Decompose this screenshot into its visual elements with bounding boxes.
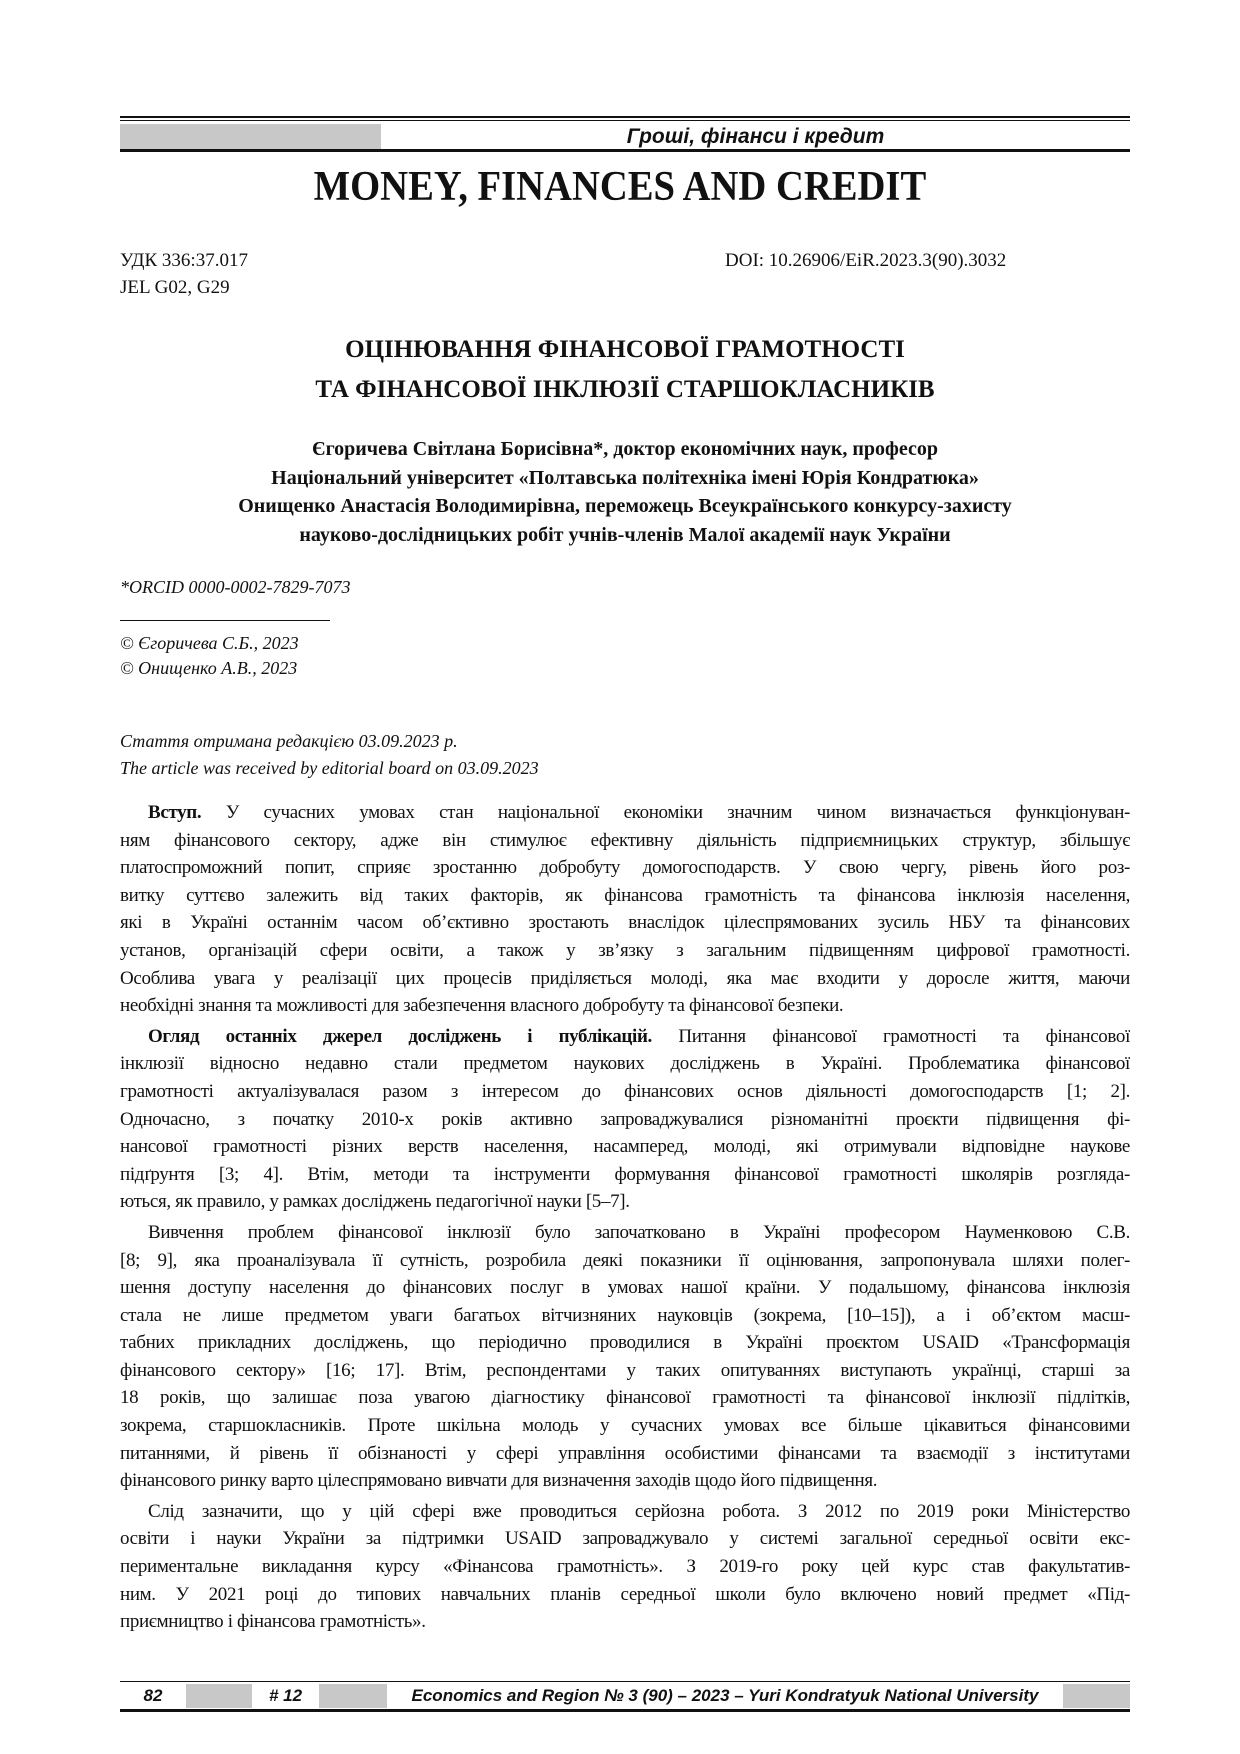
section-title-ua: Гроші, фінанси і кредит: [626, 125, 885, 148]
jel-code: JEL G02, G29: [120, 277, 230, 298]
text-line: [120, 799, 1130, 827]
text-line: грамотності актуалізувалася разом з інтересом до фінансових основ діяльності домогосподарств [1; 2].: [120, 1080, 1130, 1102]
received-ua: Стаття отримана редакцією 03.09.2023 р.: [120, 731, 458, 751]
article-title-line: ТА ФІНАНСОВОЇ ІНКЛЮЗІЇ СТАРШОКЛАСНИКІВ: [315, 376, 935, 403]
author-line: науково-дослідницьких робіт учнів-членів Малої академії наук України: [299, 523, 951, 546]
text-line: стала не лише предметом уваги багатьох вітчизняних науковців (зокрема, [10–15]), а і об’єктом масш-: [120, 1304, 1130, 1326]
text-line: платоспроможний попит, сприяє зростанню добробуту домогосподарств. У свою чергу, рівень його роз-: [120, 857, 1130, 879]
text-line: фінансового сектору» [16; 17]. Втім, респондентами у таких опитуваннях виступають українці, старші за: [120, 1359, 1130, 1381]
header-top-rule: [120, 116, 1130, 118]
article-title: [120, 330, 1130, 410]
text-line: витку суттєво залежить від таких факторів, як фінансова грамотність та фінансова інклюзія населення,: [120, 884, 1130, 906]
text-line: шення доступу населення до фінансових послуг в умовах нашої країни. У подальшому, фінансова інклюзія: [120, 1277, 1130, 1299]
section-title-en: [0, 160, 1240, 214]
footer-gray-block: [1063, 1684, 1130, 1708]
text-line: інклюзії відносно недавно стали предметом наукових досліджень в Україні. Проблематика фінансової: [120, 1053, 1130, 1075]
text-line: нансової грамотності різних верств населення, насамперед, молоді, які отримували відповідне наукове: [120, 1136, 1130, 1158]
lead-heading: Огляд останніх джерел досліджень і публікацій.: [148, 1025, 652, 1047]
footer-gray-block: [186, 1684, 252, 1708]
text-line: Слід зазначити, що у цій сфері вже проводиться серйозна робота. З 2012 по 2019 роки Міністерство: [148, 1500, 1130, 1522]
header-gray-block: [120, 124, 381, 149]
author-line: Онищенко Анастасія Володимирівна, переможець Всеукраїнського конкурсу-захисту: [238, 495, 1012, 517]
footer-gray-block: [319, 1684, 387, 1708]
text-line: необхідні знання та можливості для забезпечення власного добробуту та фінансової безпеки.: [120, 995, 844, 1017]
section-title-en-text: MONEY, FINANCES AND CREDIT: [313, 164, 927, 210]
copyright-1: © Єгоричева С.Б., 2023: [120, 633, 299, 653]
text-line: фінансового ринку варто цілеспрямовано вивчати для визначення заходів щодо його підвищення.: [120, 1470, 878, 1492]
text-line: установ, організацій сфери освіти, а також у зв’язку з загальним підвищенням цифрової грамотності.: [120, 939, 1130, 961]
text-line: зокрема, старшокласників. Проте шкільна молодь у сучасних умовах все більше цікавиться фінансовими: [120, 1415, 1130, 1437]
paragraph-inclusion: [120, 1219, 1130, 1495]
text-line: [8; 9], яка проаналізувала її сутність, розробила деякі показники її оцінювання, запропонувала шляхи полег-: [120, 1249, 1130, 1271]
copyright-2: © Онищенко А.В., 2023: [120, 658, 298, 678]
article-body: [120, 799, 1130, 1639]
text-line: 18 років, що залишає поза увагою діагностику фінансової грамотності та фінансової інклюзії підлітків,: [120, 1387, 1130, 1409]
udk-code: УДК 336:37.017: [120, 250, 248, 271]
authors-block: [100, 435, 1150, 549]
text-line: [120, 1023, 1130, 1051]
text-line: освіти і науки України за підтримки USAID запроваджувало у системі загальної середньої освіти екс-: [120, 1528, 1130, 1550]
text-line: табних прикладних досліджень, що періодично проводилися в Україні проєктом USAID «Трансформація: [120, 1332, 1130, 1354]
text-line: ються, як правило, у рамках досліджень педагогічної науки [5–7].: [120, 1191, 630, 1213]
page-number: 82: [143, 1686, 163, 1705]
orcid: *ORCID 0000-0002-7829-7073: [120, 577, 351, 597]
text-span: Питання фінансової грамотності та фінансової: [651, 1025, 1130, 1047]
paragraph-review: [120, 1023, 1130, 1216]
footnote-separator: [120, 620, 330, 621]
text-span: У сучасних умовах стан національної економіки значним чином визначається функціонуван-: [201, 802, 1130, 823]
header-top-rule-thin: [120, 120, 1130, 121]
text-line: Особлива увага у реалізації цих процесів приділяється молоді, яка має входити у доросле життя, маючи: [120, 967, 1130, 989]
footer-top-rule: [120, 1681, 1130, 1682]
text-line: ним. У 2021 році до типових навчальних планів середньої школи було включено новий предмет «Під-: [120, 1583, 1130, 1605]
footer-bottom-rule: [120, 1709, 1130, 1712]
text-line: приємництво і фінансова грамотність».: [120, 1611, 426, 1633]
paragraph-ministry: [120, 1498, 1130, 1636]
article-title-line: ОЦІНЮВАННЯ ФІНАНСОВОЇ ГРАМОТНОСТІ: [345, 336, 905, 363]
text-line: які в Україні останнім часом об’єктивно зростають внаслідок цілеспрямованих зусиль НБУ та фінансових: [120, 912, 1130, 934]
paragraph-intro: [120, 799, 1130, 1020]
received-en: The article was received by editorial board on 03.09.2023: [120, 758, 539, 778]
issue-number: # 12: [268, 1686, 303, 1705]
text-line: ням фінансового сектору, адже він стимулює ефективну діяльність підприємницьких структур, збільшує: [120, 829, 1130, 851]
text-line: Одночасно, з початку 2010-х років активно запроваджувалися різноманітні проєкти підвищення фі-: [120, 1108, 1130, 1130]
text-line: питаннями, й рівень її обізнаності у сфері управління особистими фінансами та взаємодії з інститутами: [120, 1442, 1130, 1464]
author-line: Єгоричева Світлана Борисівна*, доктор економічних наук, професор: [312, 438, 938, 460]
header-bottom-rule: [120, 149, 1130, 152]
text-line: Вивчення проблем фінансової інклюзії було започатковано в Україні професором Науменковою С.В.: [148, 1221, 1130, 1243]
journal-name: Economics and Region № 3 (90) – 2023 – Yuri Kondratyuk National University: [411, 1686, 1039, 1705]
lead-heading: Вступ.: [148, 802, 202, 823]
author-line: Національний університет «Полтавська політехніка імені Юрія Кондратюка»: [271, 466, 979, 489]
text-line: підґрунтя [3; 4]. Втім, методи та інструменти формування фінансової грамотності школярів розгляда-: [120, 1163, 1130, 1185]
text-line: периментальне викладання курсу «Фінансова грамотність». З 2019-го року цей курс став факультатив-: [120, 1556, 1130, 1578]
doi: DOI: 10.26906/EiR.2023.3(90).3032: [725, 250, 1007, 271]
